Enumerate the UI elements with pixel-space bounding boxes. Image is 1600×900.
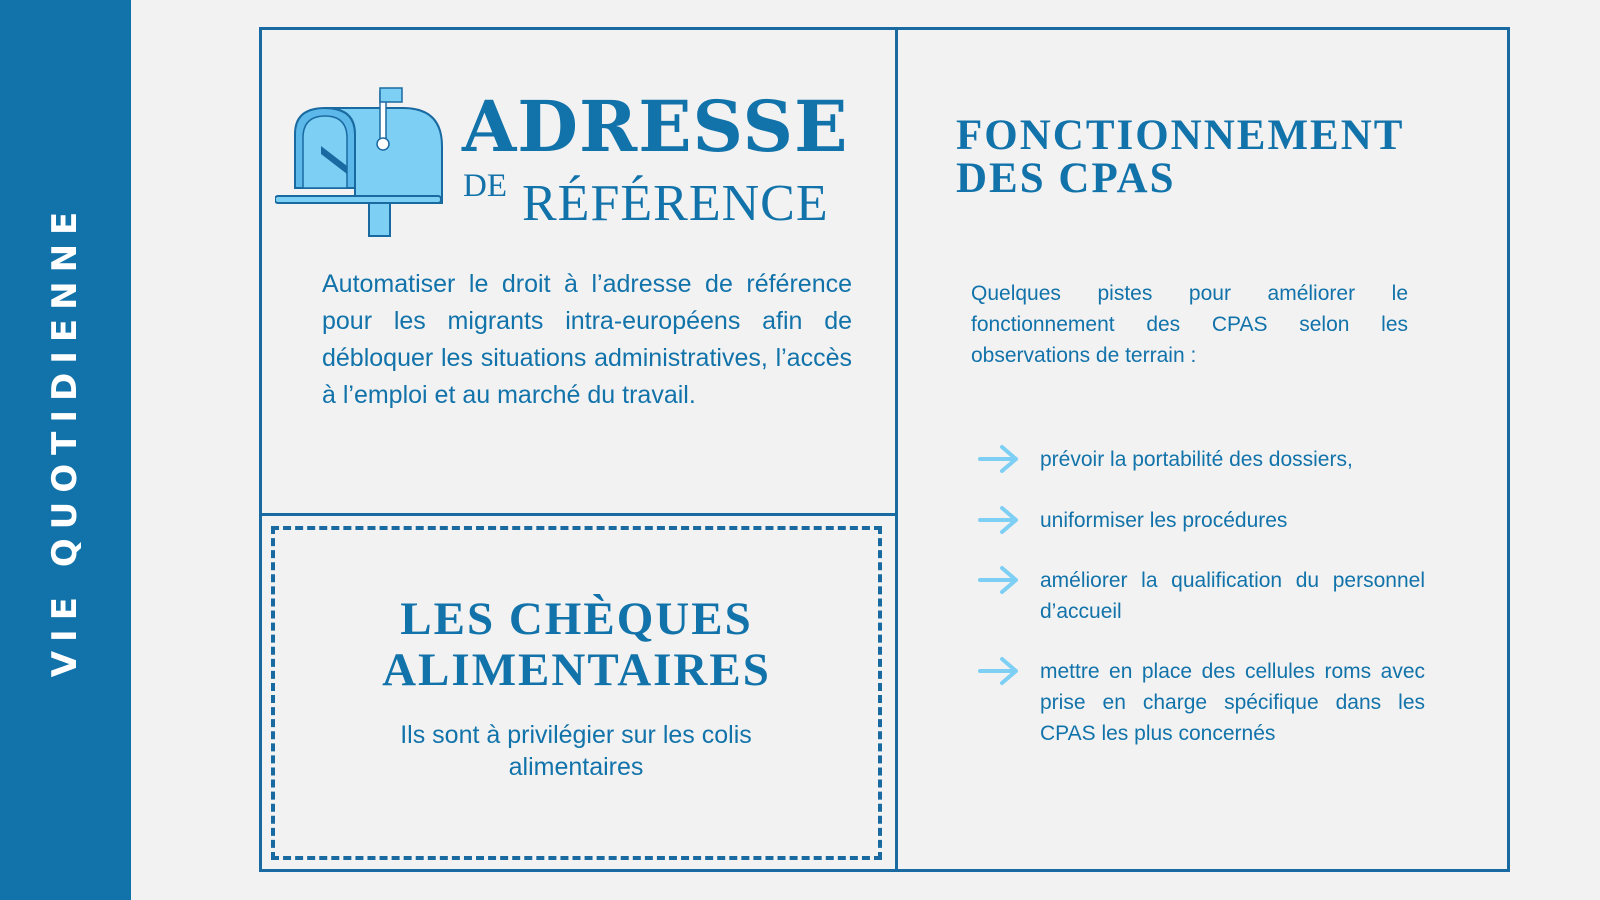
list-item-text: prévoir la portabilité des dossiers, — [1040, 448, 1353, 471]
arrow-right-icon — [978, 656, 1020, 686]
cheques-title — [271, 594, 882, 696]
cpas-title-line1: FONCTIONNEMENT — [956, 112, 1405, 159]
address-title: ADRESSE — [462, 85, 849, 168]
sidebar-label: VIE QUOTIDIENNE — [45, 202, 85, 678]
list-item-text: uniformiser les procédures — [1040, 509, 1288, 532]
arrow-right-icon — [978, 444, 1020, 474]
cheques-description: Ils sont à privilégier sur les colis alimentaires — [400, 721, 752, 781]
list-item-text: mettre en place des cellules roms avec prise en charge spécifique dans les CPAS les plus concernés — [1040, 660, 1425, 745]
cpas-title-line2: DES CPAS — [956, 155, 1176, 202]
arrow-right-icon — [978, 505, 1020, 535]
address-title-reference: RÉFÉRENCE — [522, 175, 829, 232]
sidebar — [0, 0, 131, 900]
arrow-right-icon — [978, 565, 1020, 595]
address-description: Automatiser le droit à l’adresse de référence pour les migrants intra-européens afin de débloquer les situations administratives, l’accès à l’emploi et au marché du travail. — [322, 270, 852, 409]
list-item-text: améliorer la qualification du personnel d’accueil — [1040, 569, 1425, 623]
mailbox-icon — [275, 86, 445, 242]
cheques-title-line1: LES CHÈQUES — [400, 593, 753, 645]
cpas-title — [956, 114, 1404, 200]
address-title-de: DE — [463, 168, 507, 204]
cheques-title-line2: ALIMENTAIRES — [382, 644, 771, 696]
cpas-intro: Quelques pistes pour améliorer le fonctionnement des CPAS selon les observations de terrain : — [971, 282, 1408, 367]
